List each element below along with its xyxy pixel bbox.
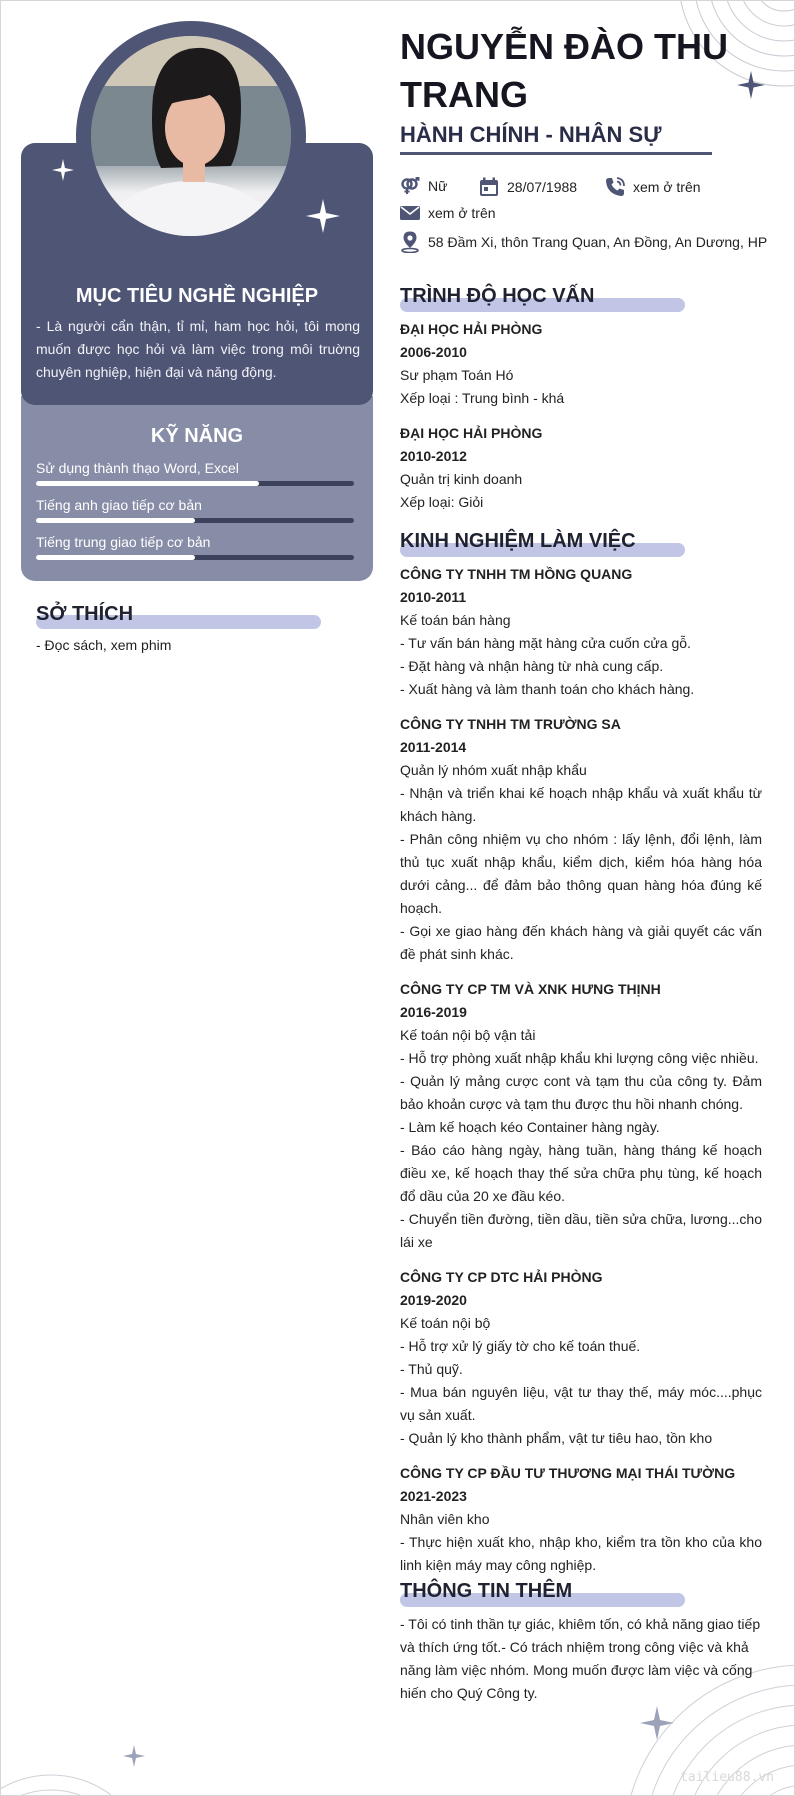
sparkle-icon	[306, 199, 340, 233]
education-title	[400, 285, 594, 308]
sparkle-icon	[737, 71, 765, 99]
experience-list	[400, 563, 762, 1577]
education-years: 2010-2012	[400, 448, 467, 464]
avatar-photo	[91, 36, 291, 236]
duty-item: - Đặt hàng và nhận hàng từ nhà cung cấp.	[400, 658, 664, 674]
duty-item: - Mua bán nguyên liệu, vật tư thay thế, máy móc....phục vụ sản xuất.	[400, 1384, 762, 1423]
additional-text: - Tôi có tinh thần tự giác, khiêm tốn, có khả năng giao tiếp và thích ứng tốt.- Có trách nhiệm trong công việc và khả năng làm việc nhóm. Mong muốn được làm việc và cống hiến cho Quý Công ty.	[400, 1616, 761, 1701]
hobbies-text: - Đọc sách, xem phim	[36, 637, 172, 653]
experience-role: Quản lý nhóm xuất nhập khẩu	[400, 762, 587, 778]
duty-item: - Quản lý kho thành phẩm, vật tư tiêu hao, tồn kho	[400, 1430, 713, 1446]
experience-entry	[400, 713, 762, 966]
job-title: HÀNH CHÍNH - NHÂN SỰ	[400, 122, 662, 147]
candidate-name: NGUYỄN ĐÀO THU TRANG	[400, 26, 729, 115]
duty-item: - Xuất hàng và làm thanh toán cho khách hàng.	[400, 681, 695, 697]
additional-title-text: THÔNG TIN THÊM	[400, 1580, 573, 1602]
experience-entry	[400, 1462, 762, 1577]
experience-role: Kế toán nội bộ	[400, 1315, 491, 1331]
company-name: CÔNG TY CP TM VÀ XNK HƯNG THỊNH	[400, 981, 661, 997]
duty-item: - Chuyển tiền đường, tiền dầu, tiền sửa chữa, lương...cho lái xe	[400, 1211, 762, 1250]
duty-item: - Hỗ trợ phòng xuất nhập khẩu khi lượng công việc nhiều.	[400, 1050, 759, 1066]
skill-label: Tiếng anh giao tiếp cơ bản	[36, 497, 202, 513]
duty-item: - Hỗ trợ xử lý giấy tờ cho kế toán thuế.	[400, 1338, 641, 1354]
decorative-arcs-bottom-left	[0, 1715, 141, 1796]
skill-label: Tiếng trung giao tiếp cơ bản	[36, 534, 211, 550]
education-major: Sư phạm Toán Hó	[400, 367, 514, 383]
experience-years: 2011-2014	[400, 739, 467, 755]
email-value: xem ở trên	[428, 205, 496, 221]
address-value: 58 Đầm Xi, thôn Trang Quan, An Đồng, An Dương, HP	[428, 234, 768, 250]
skill-item	[36, 459, 354, 486]
duty-item: - Gọi xe giao hàng đến khách hàng và giải quyết các vấn đề phát sinh khác.	[400, 923, 762, 962]
watermark: tailieu88.vn	[680, 1770, 774, 1785]
calendar-icon	[479, 177, 499, 197]
education-grade: Xếp loại : Trung bình - khá	[400, 390, 565, 406]
duty-item: - Tư vấn bán hàng mặt hàng cửa cuốn cửa gỗ.	[400, 635, 691, 651]
objective-text: - Là người cẩn thận, tỉ mỉ, ham học hỏi, tôi mong muốn được học hỏi và làm việc trong môi truờng chuyên nghiệp, hiện đại và năng động.	[36, 318, 360, 380]
duty-item: - Phân công nhiệm vụ cho nhóm : lấy lệnh, đổi lệnh, làm thủ tục xuất nhập khẩu, kiểm dịch, kiểm hóa hàng hóa dưới cảng... để đảm bảo thông quan hàng hóa đúng kế hoạch.	[400, 831, 762, 916]
address-info	[400, 231, 767, 253]
experience-role: Nhân viên kho	[400, 1511, 490, 1527]
experience-entry	[400, 563, 762, 701]
education-entry	[400, 318, 762, 410]
email-icon	[400, 205, 420, 221]
location-pin-icon	[400, 231, 420, 253]
company-name: CÔNG TY TNHH TM TRƯỜNG SA	[400, 716, 621, 732]
skill-item	[36, 496, 354, 523]
gender-value: Nữ	[428, 178, 448, 194]
sparkle-icon	[640, 1706, 674, 1740]
skill-bar-fill	[36, 481, 259, 486]
company-name: CÔNG TY CP DTC HẢI PHÒNG	[400, 1269, 603, 1285]
company-name: CÔNG TY TNHH TM HỒNG QUANG	[400, 566, 633, 582]
phone-info	[605, 177, 701, 197]
duty-item: - Thực hiện xuất kho, nhập kho, kiểm tra tồn kho của kho linh kiện máy may công nghiệp.	[400, 1534, 762, 1573]
duty-item: - Làm kế hoạch kéo Container hàng ngày.	[400, 1119, 660, 1135]
skill-bar	[36, 481, 354, 486]
objective-title: MỤC TIÊU NGHỀ NGHIỆP	[75, 285, 319, 307]
education-title-text: TRÌNH ĐỘ HỌC VẤN	[400, 285, 595, 307]
skill-bar-fill	[36, 518, 195, 523]
experience-role: Kế toán bán hàng	[400, 612, 511, 628]
education-grade: Xếp loại: Giỏi	[400, 494, 484, 510]
experience-years: 2010-2011	[400, 589, 467, 605]
hobbies-title: SỞ THÍCH	[36, 603, 134, 625]
skill-bar-fill	[36, 555, 195, 560]
phone-icon	[605, 177, 625, 197]
additional-title	[400, 1580, 572, 1603]
phone-value: xem ở trên	[633, 179, 701, 195]
birthday-info	[479, 177, 577, 197]
duty-item: - Quản lý mảng cược cont và tạm thu của công ty. Đảm bảo khoản cược và tạm thu được thu hồi nhanh chóng.	[400, 1073, 762, 1112]
experience-years: 2019-2020	[400, 1292, 467, 1308]
education-list	[400, 318, 762, 514]
experience-entry	[400, 978, 762, 1254]
school-name: ĐẠI HỌC HẢI PHÒNG	[400, 321, 543, 337]
birthday-value: 28/07/1988	[507, 179, 578, 195]
sparkle-icon	[52, 159, 74, 181]
education-entry	[400, 422, 762, 514]
job-title-underline	[400, 152, 712, 155]
experience-title-text: KINH NGHIỆM LÀM VIỆC	[400, 530, 636, 552]
skill-bar	[36, 555, 354, 560]
skill-item	[36, 533, 354, 560]
avatar	[91, 36, 291, 236]
skills-title: KỸ NĂNG	[150, 425, 244, 447]
duty-item: - Báo cáo hàng ngày, hàng tuần, hàng tháng kế hoạch điều xe, kế hoạch thay thế sửa chữa phụ tùng, kế hoạch đổ dầu của 20 xe đầu kéo.	[400, 1142, 762, 1204]
duty-item: - Nhận và triển khai kế hoạch nhập khẩu và xuất khẩu từ khách hàng.	[400, 785, 762, 824]
experience-title	[400, 530, 636, 553]
experience-entry	[400, 1266, 762, 1450]
gender-icon	[400, 177, 420, 195]
experience-years: 2021-2023	[400, 1488, 467, 1504]
duty-item: - Thủ quỹ.	[400, 1361, 463, 1377]
experience-years: 2016-2019	[400, 1004, 467, 1020]
experience-role: Kế toán nội bộ vận tải	[400, 1027, 536, 1043]
education-years: 2006-2010	[400, 344, 467, 360]
company-name: CÔNG TY CP ĐẦU TƯ THƯƠNG MẠI THÁI TƯỜNG	[400, 1465, 736, 1481]
email-info	[400, 205, 496, 221]
gender-info	[400, 177, 447, 195]
sparkle-icon	[123, 1745, 145, 1767]
education-major: Quản trị kinh doanh	[400, 471, 523, 487]
skill-label: Sử dụng thành thạo Word, Excel	[36, 460, 239, 476]
skill-bar	[36, 518, 354, 523]
school-name: ĐẠI HỌC HẢI PHÒNG	[400, 425, 543, 441]
